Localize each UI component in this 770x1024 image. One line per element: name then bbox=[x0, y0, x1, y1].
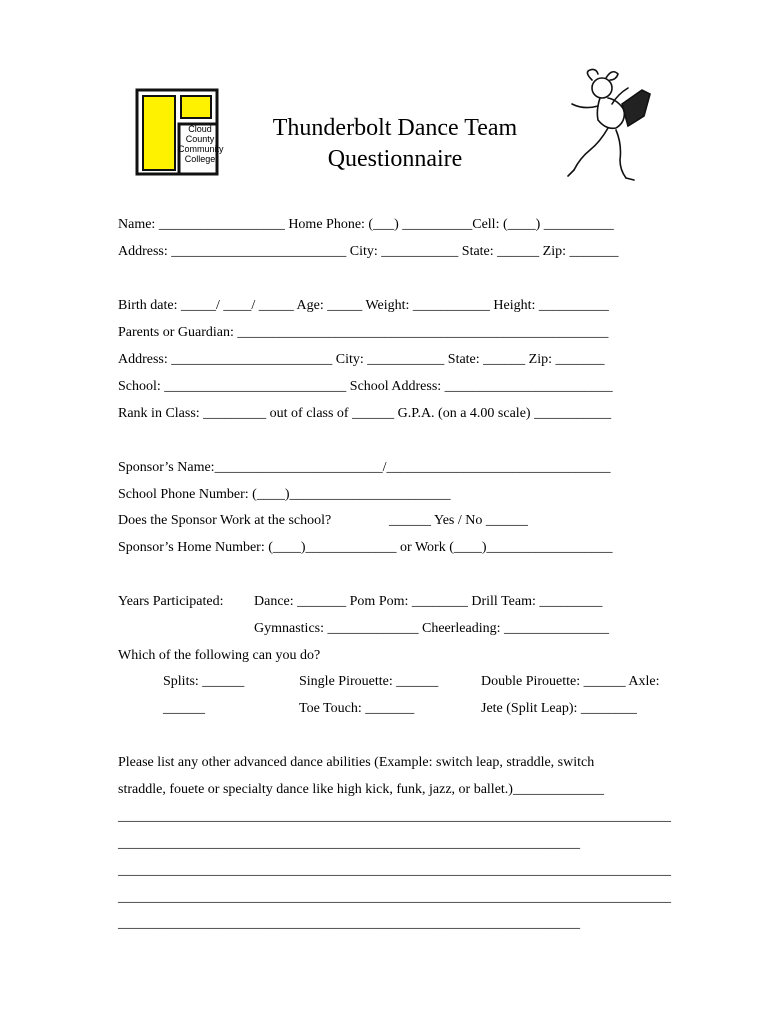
jete-field[interactable]: Jete (Split Leap): ________ bbox=[481, 701, 637, 716]
name-phone-line[interactable]: Name: __________________ Home Phone: (___) __________Cell: (____) __________ bbox=[118, 217, 614, 232]
toe-touch-field[interactable]: Toe Touch: _______ bbox=[299, 701, 415, 716]
birth-date-line[interactable]: Birth date: _____/ ____/ _____ Age: _____ Weight: ___________ Height: __________ bbox=[118, 298, 609, 313]
double-pirouette-field[interactable]: Double Pirouette: ______ Axle: bbox=[481, 674, 660, 689]
answer-line-3[interactable]: _______________________________________________________________________________ bbox=[118, 863, 671, 878]
which-can-you-do: Which of the following can you do? bbox=[118, 648, 321, 663]
rank-in-class-line[interactable]: Rank in Class: _________ out of class of ______ G.P.A. (on a 4.00 scale) ___________ bbox=[118, 406, 612, 421]
sponsor-home-line[interactable]: Sponsor’s Home Number: (____)_____________ or Work (____)__________________ bbox=[118, 540, 613, 555]
sponsor-name-line[interactable]: Sponsor’s Name:________________________/________________________________ bbox=[118, 460, 611, 475]
school-line[interactable]: School: __________________________ School Address: ________________________ bbox=[118, 379, 613, 394]
advanced-abilities-prompt-1: Please list any other advanced dance abilities (Example: switch leap, straddle, switch bbox=[118, 755, 595, 770]
axle-field[interactable]: ______ bbox=[163, 701, 205, 716]
parents-guardian-line[interactable]: Parents or Guardian: _____________________________________________________ bbox=[118, 325, 609, 340]
address-line-1[interactable]: Address: _________________________ City: ___________ State: ______ Zip: _______ bbox=[118, 244, 619, 259]
sponsor-work-answer[interactable]: ______ Yes / No ______ bbox=[389, 513, 528, 528]
years-participated-label: Years Participated: bbox=[118, 594, 224, 609]
school-phone-line[interactable]: School Phone Number: (____)_______________________ bbox=[118, 487, 451, 502]
address-line-2[interactable]: Address: _______________________ City: ___________ State: ______ Zip: _______ bbox=[118, 352, 605, 367]
dancer-illustration bbox=[562, 68, 658, 184]
title-line-2: Questionnaire bbox=[327, 146, 463, 172]
years-row-1[interactable]: Dance: _______ Pom Pom: ________ Drill Team: _________ bbox=[254, 594, 603, 609]
answer-line-1[interactable]: _______________________________________________________________________________ bbox=[118, 809, 671, 824]
answer-line-2[interactable]: __________________________________________________________________ bbox=[118, 836, 580, 851]
single-pirouette-field[interactable]: Single Pirouette: ______ bbox=[299, 674, 439, 689]
splits-field[interactable]: Splits: ______ bbox=[163, 674, 245, 689]
sponsor-work-question: Does the Sponsor Work at the school? bbox=[118, 513, 332, 528]
answer-line-4[interactable]: _______________________________________________________________________________ bbox=[118, 890, 671, 905]
college-name: Cloud County Community College bbox=[178, 124, 224, 164]
answer-line-5[interactable]: __________________________________________________________________ bbox=[118, 916, 580, 931]
advanced-abilities-prompt-2[interactable]: straddle, fouete or specialty dance like high kick, funk, jazz, or ballet.)_____________ bbox=[118, 782, 604, 797]
page-title bbox=[230, 113, 560, 175]
years-row-2[interactable]: Gymnastics: _____________ Cheerleading: _______________ bbox=[254, 621, 610, 636]
title-line-1: Thunderbolt Dance Team bbox=[272, 115, 518, 141]
